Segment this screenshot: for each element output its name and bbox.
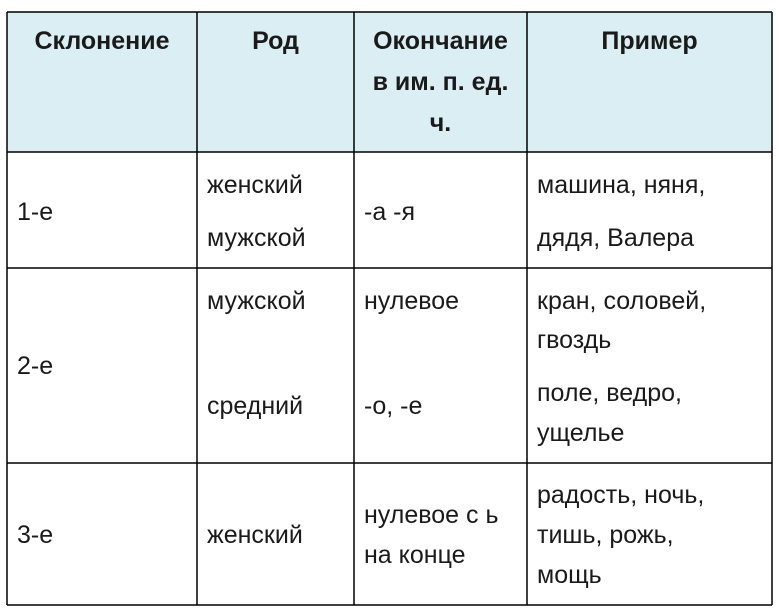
header-ending-line-3: ч.	[429, 109, 452, 137]
row-2-ending-2: -о, -е	[364, 392, 423, 420]
row-1-ending: -а -я	[364, 198, 416, 226]
row-3-example-2: тишь, рожь,	[537, 521, 674, 549]
row-1-gender-1: женский	[207, 171, 303, 199]
row-2-example-4: ущелье	[537, 419, 625, 447]
row-1-declension: 1-е	[17, 198, 54, 226]
row-3-gender: женский	[207, 521, 303, 549]
row-2-example-2: гвоздь	[537, 326, 612, 354]
row-3-example-3: мощь	[537, 561, 602, 589]
header-ending-line-2: в им. п. ед.	[372, 68, 509, 96]
header-declension: Склонение	[34, 27, 170, 55]
row-3-ending-1: нулевое с ь	[364, 501, 499, 529]
row-3-ending-2: на конце	[364, 541, 466, 569]
row-2-example-1: кран, соловей,	[537, 287, 707, 315]
row-1-example-2: дядя, Валера	[537, 224, 695, 252]
row-2-declension: 2-е	[17, 352, 54, 380]
row-3-declension: 3-е	[17, 521, 54, 549]
row-2-ending-1: нулевое	[364, 287, 460, 315]
row-1-example-1: машина, няня,	[537, 171, 706, 199]
row-2-example-3: поле, ведро,	[537, 379, 682, 407]
header-ending-line-1: Окончание	[373, 27, 508, 55]
row-2-gender-1: мужской	[207, 287, 306, 315]
header-example: Пример	[601, 27, 698, 55]
row-2-gender-2: средний	[207, 392, 304, 420]
header-gender: Род	[252, 27, 299, 55]
row-1-gender-2: мужской	[207, 224, 306, 252]
row-3-example-1: радость, ночь,	[537, 481, 705, 509]
